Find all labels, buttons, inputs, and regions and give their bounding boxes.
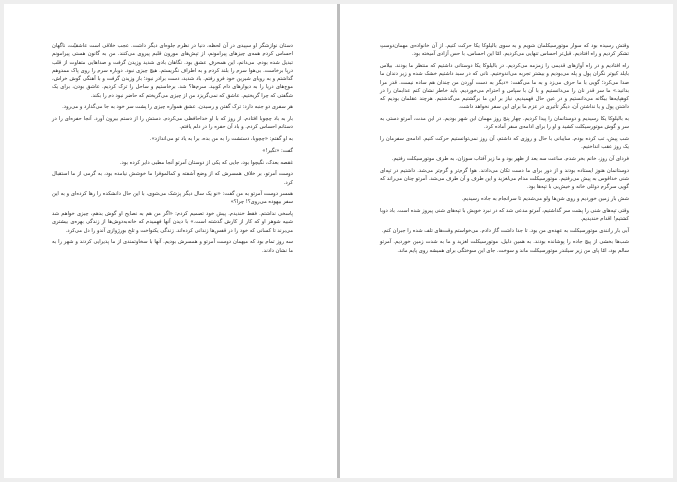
left-paragraph-7: دوست آمرتو، بر خلاف همسرش که از وضع آشفته و کمالموفرا ما خوشش نیامده بود، به گرمی از ما استقبال کرد. bbox=[52, 171, 293, 186]
left-paragraph-8: همسر دوست آمرتو به من گفت: «نو یک سال دیگر پزشک می‌شوی، با این حال دانشکده را رها کرده‌ای و به این سفر بیهوده می‌روی؟! چرا؟» bbox=[52, 191, 293, 206]
right-paragraph-1: وقتش رسیده بود که سوار موتورسیکلمان شویم و به سوی بالیلوکا یکا حرکت کنیم. از آن خانواده‌ی مهمان‌دوستِ تشکر کردیم و راه افتادیم. قبل‌تر احساس تنهایی می‌کردیم. امّا این احساس، با حس آزادی آمیخته بود. bbox=[380, 43, 629, 58]
left-paragraph-5: گفت: «نگیر!» bbox=[262, 147, 293, 154]
left-paragraph-10: سه روز تمام بود که میهمان دوست آمرتو و همسرش بودیم. آنها با سخاوتمندی از ما پذیرایی کردند و شهر را به ما نشان دادند. bbox=[52, 239, 293, 254]
left-page bbox=[4, 4, 337, 478]
right-paragraph-7: شش بار زمین خوردیم و روی شن‌ها ولو می‌شدیم تا سرانجام به جاده رسیدیم. bbox=[461, 196, 629, 203]
left-paragraph-4: به او گفتم: «چچوبا، دستشت را به من بده، برا به یاد تو می‌اندازد». bbox=[149, 136, 293, 143]
left-paragraph-2: هر سفری دو جنبه دارد: ترک گفتن و رسیدن. عشق همواره چیزی را پشت سر خود به جا می‌گذارد و می‌رود. bbox=[62, 104, 293, 111]
right-paragraph-2: راه افتادیم و در راه آوازهای قدیمی را زمزمه می‌کردیم. در بالیلوکا یکا دوستانی داشتیم که منتظر ما بودند. بیلاس بایلد کیوتر نگران پول و پله می‌بودیم و بیشتر تجربه می‌اندوختیم. نانی که در سبد داشتیم خشک شده و زیر دندان ما صدا می‌کرد؛ گویی با ما حرف می‌زد و به ما می‌گفت: «دیگر به دست آوردن من چندان هم ساده نیست. قدر مرا بدانید.» ما سر قدر نان را می‌دانستیم و با آن با سپاس و احترام می‌خوردیم. باید خاطر نشان کنم عذابمان را در کوهپایه‌ها بیگانه می‌دانستیم و در عین حال فهمیدیم، نیاز بر این ما برگشتیم می‌گذشتیم. هرچند عقلمان بودیم که داشتن پول و یا نداشتن آن، دیگر تأثیری در عزم ما برای این سفر نخواهد داشت. bbox=[380, 62, 629, 111]
book-spread bbox=[4, 4, 673, 478]
left-paragraph-9: پاسخی نداشتم. فقط خندیدم. پیش خود تصمیم کردم: «اگر من هم به نصایح او گوش بدهم، چیزی خواهم شد شبیه شوهر او که کار از کارش گذشته است.» با دیدن آنها فهمیدم که خانه‌به‌دوش‌ها از زندگی بهره‌ی بیشتری می‌برند تا کسانی که خود را در قفس‌ها زندانی کرده‌اند. زندگی یکنواخت و تلخ بورژوازی آندو را دل می‌کرد. bbox=[52, 211, 293, 234]
right-paragraph-3: به بالیلوکا یکا رسیدیم و دوستانمان را پیدا کردیم. چهار پنج روز مهمان این شهر بودیم. در این مدت، آمرتو دستی به سر و گوش موتورسیکلت کشید و او را برای ادامه‌ی سفر آماده کرد. bbox=[380, 116, 629, 131]
right-paragraph-10: شب‌ها بخشی از پیچ جاده را پوشانده بودند. به همین دلیل، موتورسیکلت لغزید و ما به شدت زمین خوردیم. آمرتو سالم بود، امّا پای من زیر سیلندر موتورسیکلت ماند و سوخت. جای این سوختگی برای همیشه روی پایم ماند. bbox=[380, 239, 629, 254]
right-page bbox=[340, 4, 673, 478]
right-paragraph-9: آبی بار رانندی موتورسیکلت به عهده‌ی من بود. تا جدا داشت گاز دادم. می‌خواستم وقت‌های تلف شده را جبران کنم. bbox=[381, 227, 629, 234]
right-paragraph-4: شب پیش، تب کرده بودم. سایبانی با حال و روزی که داشتم، آن روز نمی‌توانستیم حرکت کنیم. ادامه‌ی سفرمان را یک روز عقب انداختیم. bbox=[380, 136, 629, 151]
right-paragraph-6: دوستانمان هنوز ایستاده بودند و از دور برای ما دست تکان می‌دادند. هوا گرم‌تر و گرم‌تر می‌شد. داشتیم در تپه‌ای شنی خداقوس به پیش می‌رفتیم. موتورسیکلت مدام می‌لغزید و این طرف و آن طرف می‌شد. آمرتو چنان می‌راند که گویی سرگرم دوئلی خانه و خیش‌بی با تپه‌ها بود. bbox=[380, 167, 629, 191]
right-paragraph-8: وقتی تپه‌های شنی را پشت سر گذاشتیم، آمرتو مدعی شد که در نبرد خویش با تپه‌های شنی پیروز شده است. باد دوبا کشتیم! اقدام خندیدیم. bbox=[380, 207, 629, 223]
left-paragraph-3: بار به باد چچوبا افتادم. از روز که با او خداحافظی می‌کردم. دستش را از دستم بیرون آورد. آنجا حفره‌ای را در دستانم احساس کردم. و باد آن حفره را در دلم یافتم. bbox=[52, 116, 293, 131]
left-paragraph-6: غقصه بعدک، نگیچوا بود، جایی که یکی از دوستان آمرتو آنجا مطبی دایر کرده بود. bbox=[119, 159, 293, 166]
right-paragraph-5: فردای آن روز، خانم بخر شدم. ساعت سه بعد از ظهر بود و ما زیر آفتاب سوزان، به طرف موتورسیکلت رفتیم. bbox=[391, 156, 629, 163]
left-paragraph-1: دستان نوازشگر او سپیدی در آن لحظه، دنیا در نظرم جلوه‌ای دیگر داشت. عجب خلاقی است عاشقیّت، ناگهان احساس کردم همه‌ی چیزهای پیرامونم، از تپش‌های مورون قلبم پیروی می‌کنند. من به گانون هستی پیرامونم تبدیل شده بودم. می‌دانم، این همحرفِ عشق بود. نگاهان بادی شدید وزیدن گرفت و صداهایی متفاوت از قلب درپا برخاست. بی‌هوا سرم را بلند کردم و به اطراف نگریستم. هیچ چیزی نبود. دوباره سرم را روی پاک ممدوهم گذاشتم و به رویای شیرین خود فرو رفتم. باد شدید، دست برادر نبود؛ باز وزیدن گرفت و با آهنگی گوش خراش، موج‌های دریا را به دیوارهای دام کوبید. سرم‌ها؟ شد. برخاستیم و ساحل را ترک کردیم. عاشق بودن، برای یک شگفتی که چرا گریختیم. عاشق که نمی‌گریزد من از چیزی می‌گریختم که حاضر نبود دم را بکند. bbox=[52, 43, 293, 99]
